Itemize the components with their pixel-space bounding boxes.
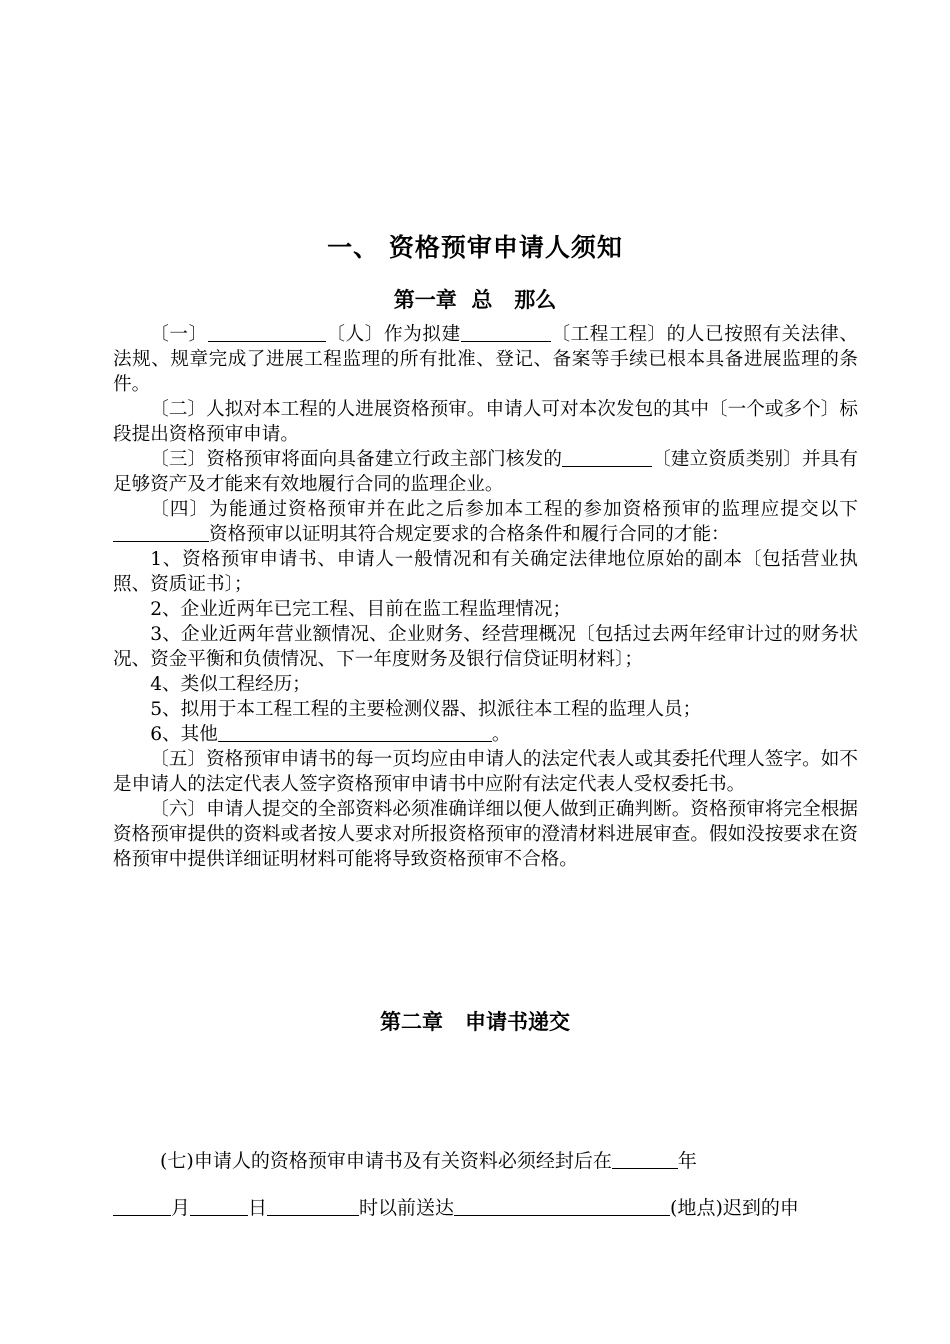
paragraph-3-text-b: 〔建立资质类别〕并具有足够资产及才能来有效地履行合同的监理企业。	[113, 449, 858, 495]
paragraph-3-text-a: 〔三〕资格预审将面向具备建立行政主部门核发的	[150, 449, 563, 470]
day-label: 日	[248, 1197, 268, 1219]
page-title: 一、 资格预审申请人须知	[327, 233, 623, 262]
paragraph-3	[113, 447, 858, 497]
paragraph-1	[113, 322, 858, 397]
list-item: 5、拟用于本工程工程的主要检测仪器、拟派往本工程的监理人员；	[150, 699, 702, 720]
list-item: 2、企业近两年已完工程、目前在监工程监理情况；	[150, 599, 572, 620]
paragraph-4	[113, 497, 858, 547]
fill-blank	[113, 523, 209, 543]
item-6-end: 。	[491, 724, 511, 745]
paragraph-1-text-a: 〔人〕作为拟建	[325, 324, 461, 345]
paragraph-2: 〔二〕人拟对本工程的人进展资格预审。申请人可对本次发包的其中〔一个或多个〕标段提出资格预审申请。	[113, 399, 858, 445]
paragraph-6: 〔六〕申请人提交的全部资料必须准确详细以便人做到正确判断。资格预审将完全根据资格预审提供的资料或者按人要求对所报资格预审的澄清材料进展审查。假如没按要求在资格预审中提供详细证明材料可能将导致资格预审不合格。	[113, 799, 858, 870]
chapter-two-heading: 第二章 申请书递交	[380, 1010, 570, 1034]
paragraph-1-text-b: 〔工程工程〕的人已按照有关法律、法规、规章完成了进展工程监理的所有批准、登记、备案等手续已根本具备进展监理的条件。	[113, 324, 858, 395]
list-item: 3、企业近两年营业额情况、企业财务、经营理概况〔包括过去两年经审计过的财务状况、资金平衡和负债情况、下一年度财务及银行信贷证明材料〕；	[113, 624, 858, 670]
place-label: (地点)迟到的申	[670, 1197, 799, 1219]
paragraph-7-line-2	[113, 1193, 858, 1220]
fill-blank-year	[612, 1149, 678, 1169]
list-item	[113, 722, 858, 747]
list-item: 4、类似工程经历；	[150, 674, 311, 695]
fill-blank	[208, 323, 326, 343]
fill-blank	[562, 448, 652, 468]
paragraph-1-number: 〔一〕	[150, 324, 208, 345]
list-item: 1、资格预审申请书、申请人一般情况和有关确定法律地位原始的副本〔包括营业执照、资质证书〕；	[113, 549, 858, 595]
time-label: 时以前送达	[359, 1197, 455, 1219]
fill-blank	[218, 723, 492, 743]
paragraph-4-text-a: 〔四〕为能通过资格预审并在此之后参加本工程的参加资格预审的监理应提交以下	[150, 499, 858, 520]
fill-blank-day	[190, 1196, 248, 1216]
paragraph-7-line-1	[160, 1146, 905, 1173]
chapter-one-heading: 第一章 总 那么	[393, 288, 557, 312]
paragraph-7-text: (七)申请人的资格预审申请书及有关资料必须经封后在	[160, 1150, 612, 1172]
month-label: 月	[171, 1197, 191, 1219]
fill-blank	[461, 323, 551, 343]
fill-blank-hour	[267, 1196, 359, 1216]
item-6-text: 6、其他	[150, 724, 218, 745]
paragraph-5: 〔五〕资格预审申请书的每一页均应由申请人的法定代表人或其委托代理人签字。如不是申请人的法定代表人签字资格预审申请书中应附有法定代表人受权委托书。	[113, 749, 858, 795]
fill-blank-month	[113, 1196, 171, 1216]
chapter-one-body	[113, 322, 858, 872]
paragraph-4-text-b: 资格预审以证明其符合规定要求的合格条件和履行合同的才能：	[209, 524, 730, 545]
fill-blank-place	[454, 1196, 670, 1216]
year-label: 年	[677, 1150, 697, 1172]
